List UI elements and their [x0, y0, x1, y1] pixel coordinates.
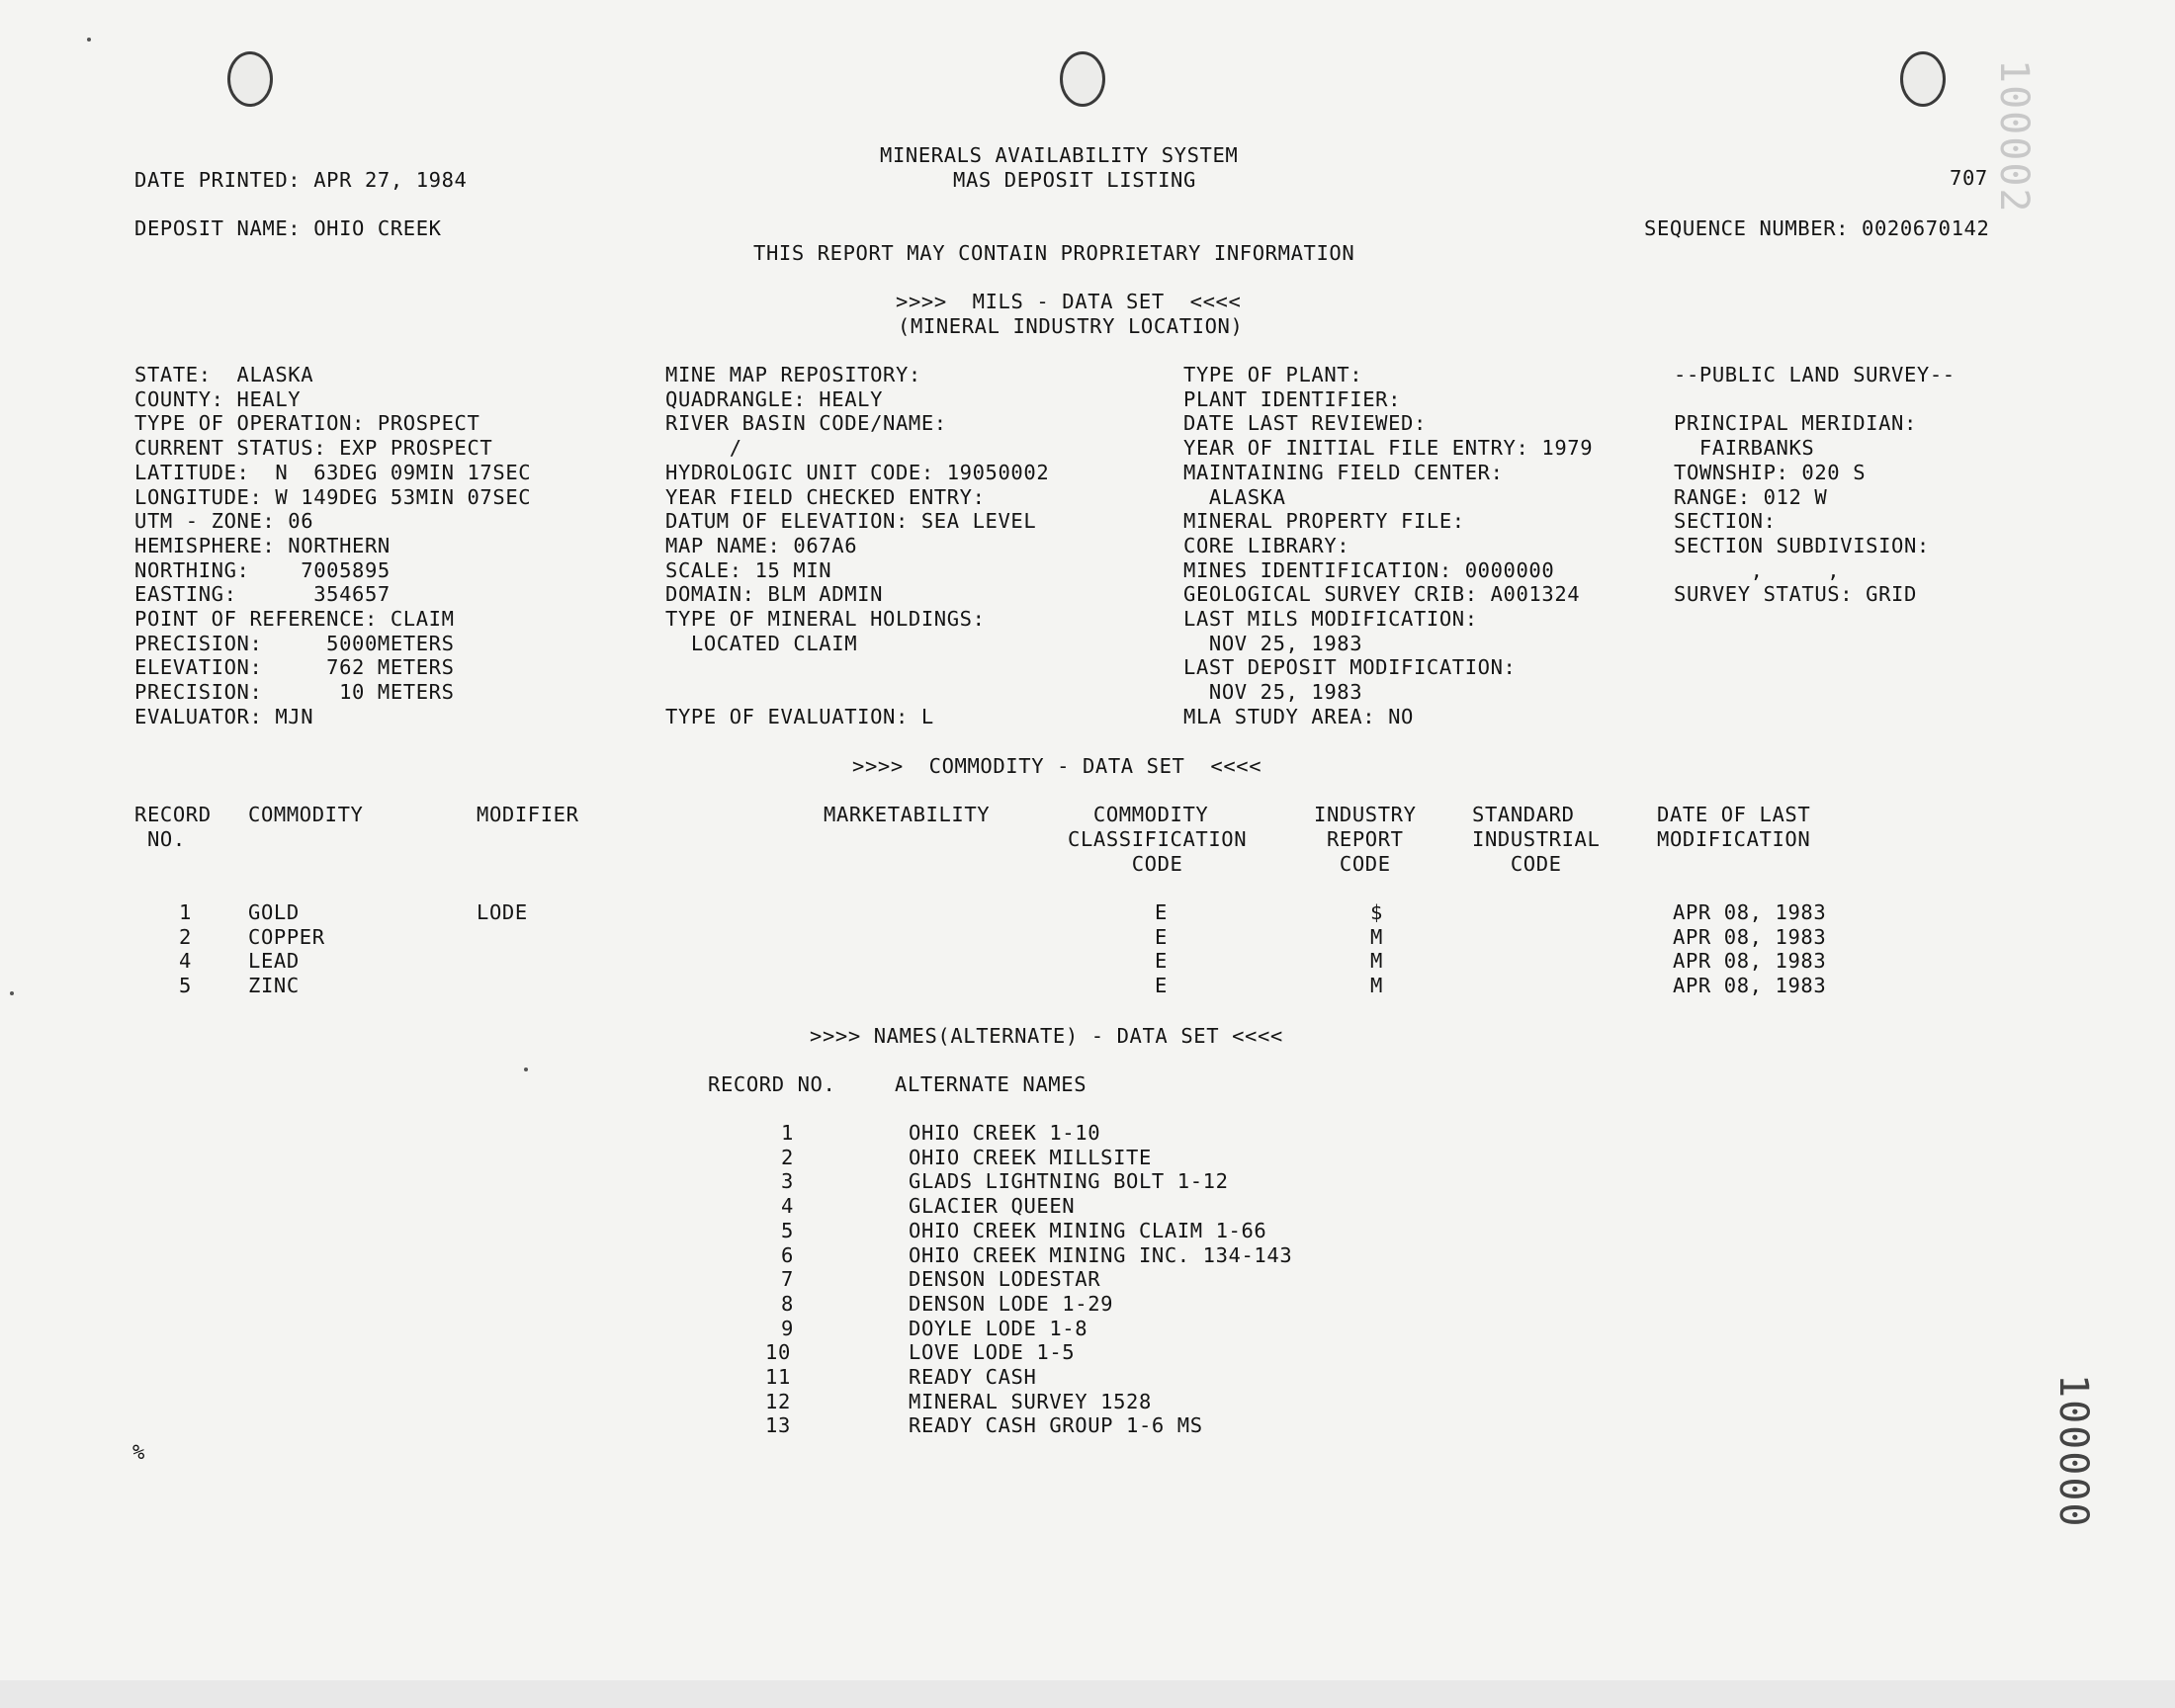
commodity-record-no: 5 [179, 974, 192, 998]
listing-title: MAS DEPOSIT LISTING [953, 168, 1196, 192]
mils-field: RANGE: 012 W [1674, 484, 1828, 509]
mils-field: YEAR OF INITIAL FILE ENTRY: 1979 [1183, 436, 1594, 461]
mils-field: SECTION SUBDIVISION: [1674, 533, 1930, 557]
header-marketability: MARKETABILITY [824, 803, 991, 826]
commodity-heading: >>>> COMMODITY - DATA SET <<<< [852, 754, 1262, 778]
mils-field: HYDROLOGIC UNIT CODE: 19050002 [665, 460, 1050, 484]
mils-field: ALASKA [1183, 484, 1286, 509]
names-header-alternate: ALTERNATE NAMES [895, 1072, 1088, 1096]
mils-field: , , [1674, 557, 1841, 582]
header-date-modified: DATE OF LAST MODIFICATION [1657, 803, 1811, 851]
punch-hole-left [227, 51, 273, 107]
commodity-date: APR 08, 1983 [1673, 900, 1827, 924]
commodity-class-code: E [1155, 949, 1168, 974]
commodity-industry-code: M [1370, 924, 1383, 949]
mils-field: TOWNSHIP: 020 S [1674, 460, 1867, 484]
mils-field: LONGITUDE: W 149DEG 53MIN 07SEC [134, 484, 532, 509]
mils-field: FAIRBANKS [1674, 436, 1815, 461]
alternate-name-record-no: 2 [781, 1145, 794, 1169]
commodity-name: ZINC [248, 974, 300, 998]
alternate-name-record-no: 10 [765, 1340, 791, 1365]
commodity-name: COPPER [248, 924, 325, 949]
mils-field: SECTION: [1674, 509, 1777, 534]
alternate-name-record-no: 6 [781, 1242, 794, 1267]
mils-field: DOMAIN: BLM ADMIN [665, 582, 884, 607]
mils-field: UTM - ZONE: 06 [134, 509, 314, 534]
mils-field: EASTING: 354657 [134, 582, 391, 607]
header-classification: COMMODITY CLASSIFICATION CODE [1068, 803, 1248, 876]
alternate-name-record-no: 8 [781, 1291, 794, 1316]
mils-field: LOCATED CLAIM [665, 631, 858, 655]
mils-field: CORE LIBRARY: [1183, 533, 1350, 557]
mils-field: PLANT IDENTIFIER: [1183, 386, 1402, 411]
mils-field: SCALE: 15 MIN [665, 557, 832, 582]
alternate-name: DOYLE LODE 1-8 [909, 1316, 1088, 1340]
mils-field: LAST DEPOSIT MODIFICATION: [1183, 655, 1517, 680]
mils-subheading: (MINERAL INDUSTRY LOCATION) [898, 314, 1244, 338]
commodity-industry-code: M [1370, 949, 1383, 974]
alternate-name: OHIO CREEK MINING CLAIM 1-66 [909, 1218, 1267, 1242]
mils-field: COUNTY: HEALY [134, 386, 302, 411]
mils-field: PRINCIPAL MERIDIAN: [1674, 411, 1917, 436]
mils-field: CURRENT STATUS: EXP PROSPECT [134, 436, 493, 461]
header-modifier: MODIFIER [477, 803, 579, 826]
page-stamp-top: 100002 [1991, 59, 2037, 214]
alternate-name: OHIO CREEK 1-10 [909, 1121, 1101, 1145]
mils-field: PRECISION: 10 METERS [134, 680, 455, 705]
commodity-date: APR 08, 1983 [1673, 924, 1827, 949]
mils-field: --PUBLIC LAND SURVEY-- [1674, 363, 1956, 386]
mils-field: / [665, 436, 742, 461]
mils-field: MLA STUDY AREA: NO [1183, 704, 1414, 728]
names-header-record: RECORD NO. [708, 1072, 836, 1096]
header-industry-code: INDUSTRY REPORT CODE [1314, 803, 1417, 876]
commodity-date: APR 08, 1983 [1673, 949, 1827, 974]
mils-field: SURVEY STATUS: GRID [1674, 582, 1917, 607]
mils-heading: >>>> MILS - DATA SET <<<< [896, 290, 1242, 313]
alternate-name: DENSON LODESTAR [909, 1267, 1101, 1292]
percent-mark: % [132, 1440, 145, 1464]
mils-field: LAST MILS MODIFICATION: [1183, 607, 1478, 631]
alternate-name: GLADS LIGHTNING BOLT 1-12 [909, 1169, 1229, 1194]
commodity-industry-code: $ [1370, 900, 1383, 924]
mils-field: LATITUDE: N 63DEG 09MIN 17SEC [134, 460, 532, 484]
commodity-class-code: E [1155, 924, 1168, 949]
mils-field: MAP NAME: 067A6 [665, 533, 858, 557]
page-number: 707 [1950, 166, 1988, 190]
mils-field: MAINTAINING FIELD CENTER: [1183, 460, 1504, 484]
alternate-name: DENSON LODE 1-29 [909, 1291, 1114, 1316]
alternate-name: READY CASH GROUP 1-6 MS [909, 1413, 1203, 1438]
mils-field: MINES IDENTIFICATION: 0000000 [1183, 557, 1555, 582]
mils-field: TYPE OF OPERATION: PROSPECT [134, 411, 480, 436]
commodity-record-no: 2 [179, 924, 192, 949]
commodity-name: LEAD [248, 949, 300, 974]
mils-field: RIVER BASIN CODE/NAME: [665, 411, 947, 436]
proprietary-notice: THIS REPORT MAY CONTAIN PROPRIETARY INFORMATION [753, 241, 1355, 265]
commodity-record-no: 1 [179, 900, 192, 924]
page-stamp-bottom: 100000 [2050, 1374, 2096, 1529]
mils-field: NOV 25, 1983 [1183, 680, 1363, 705]
alternate-name-record-no: 4 [781, 1194, 794, 1219]
alternate-name: OHIO CREEK MINING INC. 134-143 [909, 1242, 1293, 1267]
system-title: MINERALS AVAILABILITY SYSTEM [880, 143, 1239, 167]
alternate-name: GLACIER QUEEN [909, 1194, 1076, 1219]
alternate-name-record-no: 13 [765, 1413, 791, 1438]
alternate-name: MINERAL SURVEY 1528 [909, 1389, 1152, 1413]
stray-mark [10, 991, 14, 995]
alternate-name-record-no: 7 [781, 1267, 794, 1292]
deposit-name: DEPOSIT NAME: OHIO CREEK [134, 216, 442, 240]
stray-mark [524, 1068, 528, 1071]
mils-field: YEAR FIELD CHECKED ENTRY: [665, 484, 986, 509]
alternate-name-record-no: 11 [765, 1365, 791, 1389]
mils-field: TYPE OF EVALUATION: L [665, 704, 934, 728]
commodity-class-code: E [1155, 900, 1168, 924]
mils-field: NORTHING: 7005895 [134, 557, 391, 582]
commodity-record-no: 4 [179, 949, 192, 974]
header-record-no: RECORD NO. [134, 803, 212, 851]
mils-field: PRECISION: 5000METERS [134, 631, 455, 655]
alternate-name: LOVE LODE 1-5 [909, 1340, 1076, 1365]
header-sic-code: STANDARD INDUSTRIAL CODE [1472, 803, 1601, 876]
commodity-date: APR 08, 1983 [1673, 974, 1827, 998]
mils-field: NOV 25, 1983 [1183, 631, 1363, 655]
names-heading: >>>> NAMES(ALTERNATE) - DATA SET <<<< [810, 1024, 1283, 1048]
alternate-name: READY CASH [909, 1365, 1037, 1389]
sequence-number: SEQUENCE NUMBER: 0020670142 [1644, 216, 1990, 240]
alternate-name: OHIO CREEK MILLSITE [909, 1145, 1152, 1169]
mils-field: POINT OF REFERENCE: CLAIM [134, 607, 455, 631]
mils-field: TYPE OF MINERAL HOLDINGS: [665, 607, 986, 631]
commodity-modifier: LODE [477, 900, 528, 924]
punch-hole-center [1060, 51, 1105, 107]
alternate-name-record-no: 9 [781, 1316, 794, 1340]
alternate-name-record-no: 5 [781, 1218, 794, 1242]
mils-field: QUADRANGLE: HEALY [665, 386, 884, 411]
mils-field: TYPE OF PLANT: [1183, 363, 1363, 386]
punch-hole-right [1900, 51, 1946, 107]
mils-field: DATUM OF ELEVATION: SEA LEVEL [665, 509, 1037, 534]
mils-field: GEOLOGICAL SURVEY CRIB: A001324 [1183, 582, 1581, 607]
mils-field: HEMISPHERE: NORTHERN [134, 533, 391, 557]
commodity-industry-code: M [1370, 974, 1383, 998]
commodity-name: GOLD [248, 900, 300, 924]
mils-field: EVALUATOR: MJN [134, 704, 314, 728]
date-printed: DATE PRINTED: APR 27, 1984 [134, 168, 468, 192]
stray-mark [87, 38, 91, 42]
alternate-name-record-no: 12 [765, 1389, 791, 1413]
mils-field: DATE LAST REVIEWED: [1183, 411, 1427, 436]
mils-field: STATE: ALASKA [134, 363, 314, 386]
mils-field: MINE MAP REPOSITORY: [665, 363, 921, 386]
alternate-name-record-no: 3 [781, 1169, 794, 1194]
alternate-name-record-no: 1 [781, 1121, 794, 1145]
commodity-class-code: E [1155, 974, 1168, 998]
mils-field: MINERAL PROPERTY FILE: [1183, 509, 1465, 534]
header-commodity: COMMODITY [248, 803, 364, 826]
mils-field: ELEVATION: 762 METERS [134, 655, 455, 680]
